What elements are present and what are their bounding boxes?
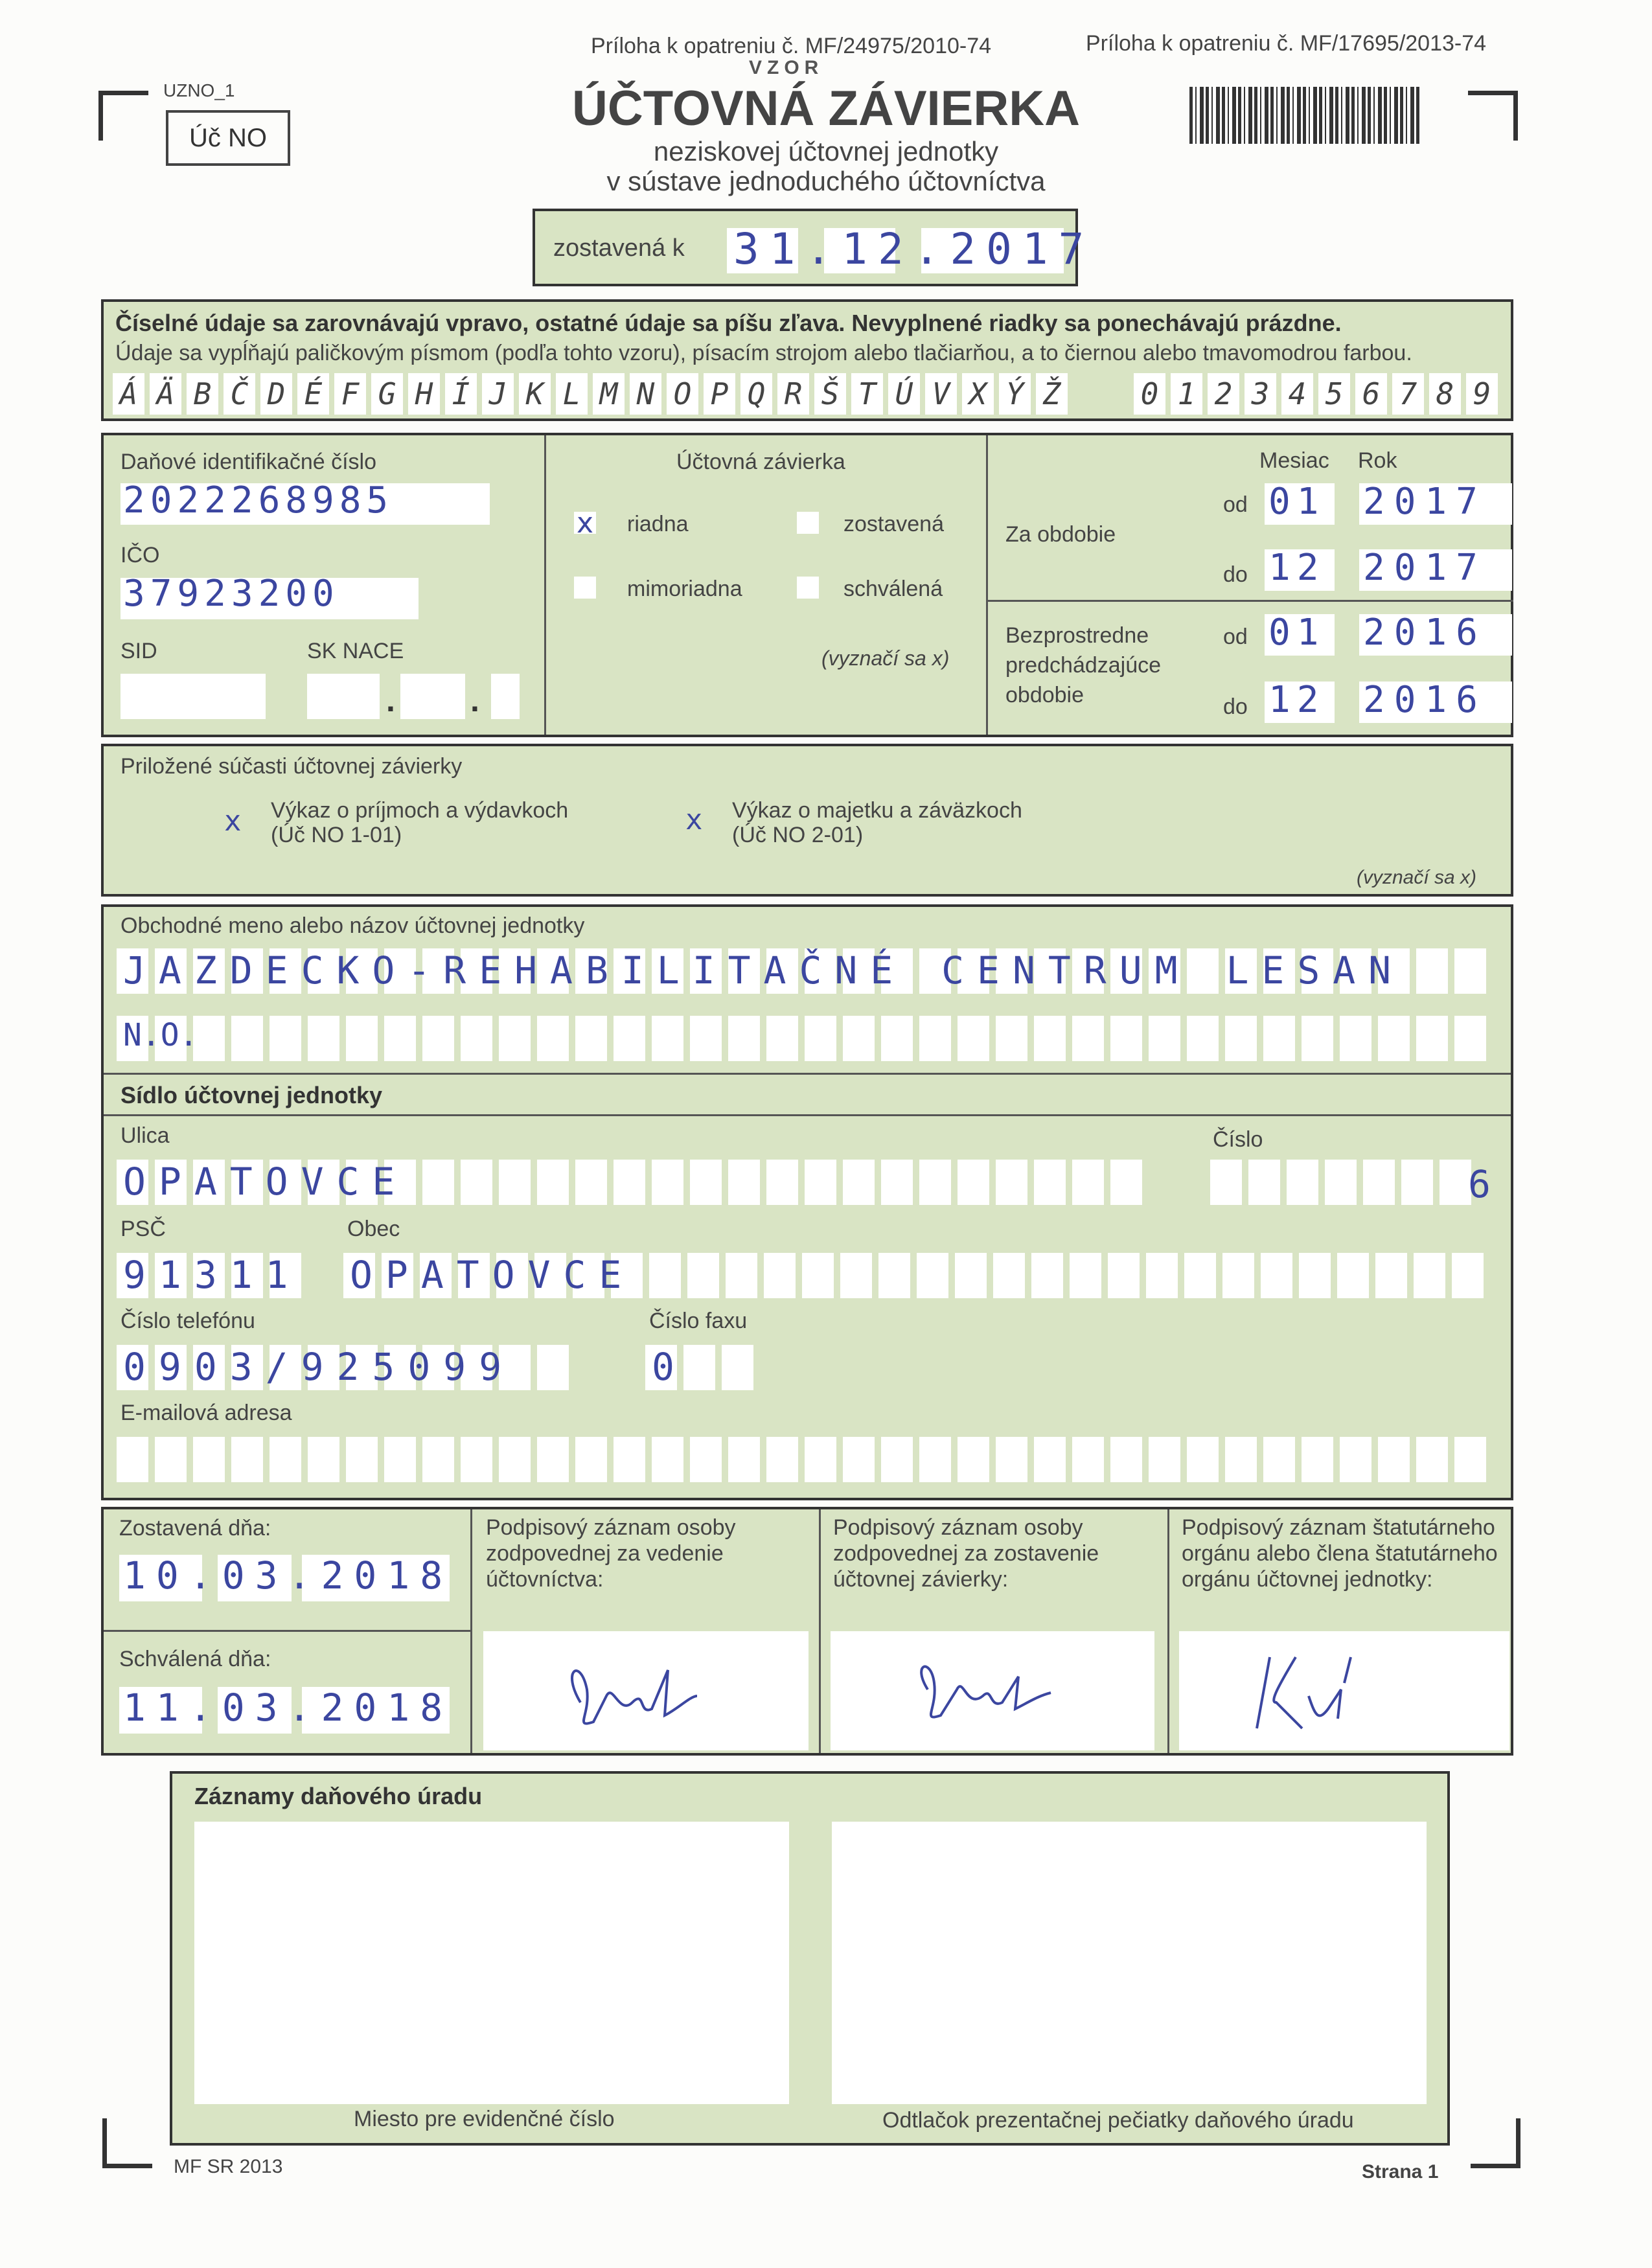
mimoriadna-checkbox[interactable] [574,577,596,599]
sample-char: Š [814,373,846,415]
sample-char: Ú [888,373,920,415]
input-cell[interactable] [1452,1253,1484,1298]
input-cell[interactable] [1187,1437,1219,1482]
prev-period-label-1: Bezprostredne [1005,623,1149,648]
instructions-line-2: Údaje sa vypĺňajú paličkovým písmom (podľa tohto vzoru), písacím strojom alebo tlačiarňou, a to čiernou alebo tmavomodrou farbou. [115,341,1412,365]
sknace-field-3[interactable] [491,674,520,719]
footer-left: MF SR 2013 [174,2156,283,2177]
sig3-area[interactable] [1179,1631,1509,1750]
sample-char: 5 [1318,373,1350,415]
input-cell[interactable] [917,1253,948,1298]
sid-field[interactable] [120,674,266,719]
sig1-label: Podpisový záznam osoby zodpovednej za vedenie účtovníctva: [486,1515,736,1592]
sknace-field-2[interactable] [400,674,465,719]
input-cell[interactable] [1110,1016,1142,1061]
sample-char: 7 [1392,373,1424,415]
phone-value[interactable]: 0903/925099 [123,1345,515,1389]
input-cell[interactable] [461,1016,492,1061]
input-cell[interactable] [840,1253,872,1298]
sknace-label: SK NACE [307,639,404,663]
sknace-field-1[interactable] [307,674,380,719]
period-from-month[interactable]: 01 [1268,481,1325,523]
input-cell[interactable] [1184,1253,1216,1298]
input-cell[interactable] [881,1437,913,1482]
sample-char: É [297,373,329,415]
input-cell[interactable] [919,1437,951,1482]
input-cell[interactable] [843,1437,875,1482]
input-cell[interactable] [1337,1253,1369,1298]
attachment-2-line-1: Výkaz o majetku a záväzkoch [732,798,1022,823]
input-cell[interactable] [1034,1016,1066,1061]
input-cell[interactable] [308,1437,339,1482]
input-cell[interactable] [958,1160,989,1205]
period-label: Za obdobie [1005,522,1116,547]
evidence-number-caption: Miesto pre evidenčné číslo [354,2107,615,2131]
statement-label: Účtovná závierka [676,450,845,474]
input-cell[interactable] [1210,1160,1242,1205]
ico-label: IČO [120,543,160,567]
input-cell[interactable] [1416,948,1448,994]
input-cell[interactable] [764,1253,796,1298]
page-subtitle-2: v sústave jednoduchého účtovníctva [606,166,1046,196]
input-cell[interactable] [726,1253,757,1298]
input-cell[interactable] [805,1437,836,1482]
sample-char: R [777,373,809,415]
sid-label: SID [120,639,157,663]
input-cell[interactable] [1416,1016,1448,1061]
compiled-on-value[interactable]: 10.03.2018 [123,1553,453,1598]
sample-char: 8 [1429,373,1461,415]
input-cell[interactable] [881,1160,913,1205]
input-cell[interactable] [1225,1437,1257,1482]
input-cell[interactable] [1070,1253,1101,1298]
stamp-area[interactable] [832,1822,1427,2104]
city-value[interactable]: OPATOVCE [350,1253,635,1297]
input-cell[interactable] [993,1253,1025,1298]
input-cell[interactable] [805,1016,836,1061]
tax-office-panel [170,1771,1450,2146]
attachment-2-line-2: (Úč NO 2-01) [732,823,864,847]
input-cell[interactable] [384,1016,416,1061]
input-cell[interactable] [958,1016,989,1061]
input-cell[interactable] [1261,1253,1292,1298]
instructions-panel [101,299,1513,421]
sample-char: N [630,373,661,415]
input-cell[interactable] [537,1016,569,1061]
input-cell[interactable] [537,1437,569,1482]
sig1-signature [483,1631,809,1750]
sig3-label: Podpisový záznam štatutárneho orgánu alebo člena štatutárneho orgánu účtovnej jednotky: [1182,1515,1498,1592]
attachment-1-line-1: Výkaz o príjmoch a výdavkoch [271,798,569,823]
input-cell[interactable] [575,1437,607,1482]
corner-mark-bottom-right [1471,2118,1520,2168]
input-cell[interactable] [270,1437,301,1482]
number-cells [1210,1160,1478,1205]
sample-char: P [704,373,735,415]
input-cell[interactable] [1110,1437,1142,1482]
input-cell[interactable] [649,1253,681,1298]
attachment-1-mark[interactable]: x [224,805,242,838]
attachments-hint: (vyznačí sa x) [1357,867,1477,888]
sample-char: 6 [1355,373,1387,415]
input-cell[interactable] [1375,1253,1407,1298]
email-cells [117,1437,1493,1482]
input-cell[interactable] [1222,1253,1254,1298]
input-cell[interactable] [1440,1160,1471,1205]
page-subtitle-1: neziskovej účtovnej jednotky [653,136,999,166]
sample-char: 1 [1171,373,1202,415]
input-cell[interactable] [843,1016,875,1061]
approved-on-label: Schválená dňa: [119,1647,271,1671]
sample-char: Č [224,373,255,415]
input-cell[interactable] [1454,1437,1486,1482]
entity-name-line-1[interactable]: JAZDECKO-REHABILITAČNÉ CENTRUM LESAN [123,948,1405,992]
prev-period-label-3: obdobie [1005,683,1084,707]
input-cell[interactable] [1149,1437,1180,1482]
sample-char: T [851,373,883,415]
input-cell[interactable] [614,1437,645,1482]
input-cell[interactable] [537,1345,569,1390]
input-cell[interactable] [1187,1016,1219,1061]
instructions-line-1: Číselné údaje sa zarovnávajú vpravo, ostatné údaje sa píšu zľava. Nevyplnené riadky sa ponechávajú prázdne. [115,310,1342,336]
input-cell[interactable] [1072,1016,1104,1061]
period-od-label: od [1223,492,1248,517]
sample-char: 9 [1466,373,1498,415]
input-cell[interactable] [996,1437,1027,1482]
compiled-to-label: zostavená k [553,235,685,262]
seat-label: Sídlo účtovnej jednotky [120,1082,383,1108]
input-cell[interactable] [1378,1016,1410,1061]
sig1-area[interactable] [483,1631,809,1750]
input-cell[interactable] [422,1016,454,1061]
riadna-label: riadna [627,512,689,536]
entity-name-line-2[interactable]: N.O. [123,1017,198,1053]
attachments-label: Priložené súčasti účtovnej závierky [120,754,463,779]
input-cell[interactable] [766,1160,798,1205]
input-cell[interactable] [690,1160,722,1205]
input-cell[interactable] [231,1437,263,1482]
input-cell[interactable] [461,1160,492,1205]
input-cell[interactable] [308,1016,339,1061]
evidence-number-area[interactable] [194,1822,789,2104]
ico-value[interactable]: 37923200 [123,573,339,615]
input-cell[interactable] [1302,1016,1333,1061]
year-label: Rok [1358,448,1397,473]
statement-hint: (vyznačí sa x) [821,647,950,670]
input-cell[interactable] [728,1016,760,1061]
input-cell[interactable] [231,1016,263,1061]
input-cell[interactable] [384,1437,416,1482]
riadna-checkbox[interactable]: x [574,512,596,534]
input-cell[interactable] [193,1437,225,1482]
input-cell[interactable] [919,1160,951,1205]
input-cell[interactable] [499,1160,531,1205]
input-cell[interactable] [690,1437,722,1482]
sample-char: Í [445,373,477,415]
sample-digits-row [1134,373,1503,415]
input-cell[interactable] [683,1345,715,1390]
input-cell[interactable] [878,1253,910,1298]
fax-value[interactable]: 0 [652,1345,674,1389]
sample-char: 4 [1281,373,1313,415]
month-label: Mesiac [1259,448,1329,473]
period-to-month[interactable]: 12 [1268,547,1325,589]
input-cell[interactable] [958,1437,989,1482]
sample-char: Q [740,373,772,415]
input-cell[interactable] [955,1253,987,1298]
schvalena-label: schválená [843,577,943,601]
input-cell[interactable] [690,1016,722,1061]
sample-char: 3 [1245,373,1276,415]
sample-char: K [519,373,551,415]
sample-char: F [334,373,366,415]
input-cell[interactable] [1287,1160,1318,1205]
input-cell[interactable] [1340,1016,1371,1061]
period-from-year[interactable]: 2017 [1363,481,1487,523]
signatures-panel [101,1507,1513,1756]
prev-to-month[interactable]: 12 [1268,679,1325,721]
input-cell[interactable] [687,1253,719,1298]
input-cell[interactable] [728,1160,760,1205]
dic-label: Daňové identifikačné číslo [120,450,377,474]
input-cell[interactable] [270,1016,301,1061]
input-cell[interactable] [575,1016,607,1061]
input-cell[interactable] [1034,1160,1066,1205]
input-cell[interactable] [1401,1160,1433,1205]
sample-char: O [667,373,698,415]
sample-char: Á [113,373,144,415]
sample-char: V [925,373,957,415]
input-cell[interactable] [1299,1253,1331,1298]
input-cell[interactable] [1340,1437,1371,1482]
prev-do-label: do [1223,694,1248,719]
sig2-area[interactable] [831,1631,1154,1750]
input-cell[interactable] [805,1160,836,1205]
input-cell[interactable] [346,1016,378,1061]
psc-label: PSČ [120,1217,166,1241]
sig2-signature [831,1631,1154,1750]
input-cell[interactable] [1454,1016,1486,1061]
city-label: Obec [347,1217,400,1241]
input-cell[interactable] [1263,1016,1295,1061]
psc-value[interactable]: 91311 [123,1253,301,1297]
sample-char: Ä [150,373,181,415]
input-cell[interactable] [1110,1160,1142,1205]
sample-char: Ý [999,373,1031,415]
period-do-label: do [1223,562,1248,587]
sample-char: J [482,373,514,415]
input-cell[interactable] [1325,1160,1357,1205]
input-cell[interactable] [1263,1437,1295,1482]
annex-text-1: Príloha k opatreniu č. MF/24975/2010-74 [591,34,992,58]
sample-letters-row [113,373,1073,415]
input-cell[interactable] [1302,1437,1333,1482]
input-cell[interactable] [422,1160,454,1205]
input-cell[interactable] [722,1345,753,1390]
tax-office-title: Záznamy daňového úradu [194,1783,483,1809]
input-cell[interactable] [614,1160,645,1205]
input-cell[interactable] [1146,1253,1178,1298]
prev-od-label: od [1223,624,1248,649]
input-cell[interactable] [1108,1253,1140,1298]
sample-char: D [260,373,292,415]
input-cell[interactable] [1149,1016,1180,1061]
input-cell[interactable] [652,1160,683,1205]
input-cell[interactable] [499,1016,531,1061]
corner-mark-bottom-left [102,2118,152,2168]
sample-char: L [556,373,588,415]
street-label: Ulica [120,1123,170,1148]
entity-panel [101,904,1513,1500]
input-cell[interactable] [728,1437,760,1482]
zostavena-checkbox[interactable] [797,512,819,534]
attachments-panel [101,744,1513,897]
input-cell[interactable] [881,1016,913,1061]
sig2-label: Podpisový záznam osoby zodpovednej za zostavenie účtovnej závierky: [833,1515,1099,1592]
form-short-label: Úč NO [189,123,267,152]
entity-name-label: Obchodné meno alebo názov účtovnej jednotky [120,913,585,938]
sample-char: G [371,373,403,415]
fax-label: Číslo faxu [649,1309,748,1333]
schvalena-checkbox[interactable] [797,577,819,599]
prev-from-month[interactable]: 01 [1268,612,1325,654]
input-cell[interactable] [1414,1253,1445,1298]
entity-name-cells-2 [117,1016,1493,1061]
input-cell[interactable] [1225,1016,1257,1061]
sample-char: X [962,373,994,415]
phone-label: Číslo telefónu [120,1309,255,1333]
input-cell[interactable] [843,1160,875,1205]
sig3-signature [1179,1631,1509,1750]
input-cell[interactable] [155,1437,187,1482]
street-value[interactable]: OPATOVCE [123,1160,408,1204]
number-value[interactable]: 6 [1468,1162,1491,1206]
footer-page: Strana 1 [1362,2161,1439,2182]
compiled-to-box [533,209,1095,286]
compiled-on-label: Zostavená dňa: [119,1516,271,1541]
input-cell[interactable] [802,1253,834,1298]
sample-char: 0 [1134,373,1165,415]
input-cell[interactable] [1454,948,1486,994]
mimoriadna-label: mimoriadna [627,577,742,601]
input-cell[interactable] [766,1016,798,1061]
input-cell[interactable] [575,1160,607,1205]
sample-char: Ž [1036,373,1068,415]
form-code: UZNO_1 [163,80,235,100]
input-cell[interactable] [1363,1160,1395,1205]
email-label: E-mailová adresa [120,1401,292,1425]
input-cell[interactable] [766,1437,798,1482]
input-cell[interactable] [422,1437,454,1482]
prev-period-label-2: predchádzajúce [1005,653,1162,678]
sample-char: 2 [1208,373,1239,415]
period-to-year[interactable]: 2017 [1363,547,1487,589]
sample-label: VZOR [749,57,824,78]
sample-char: H [408,373,440,415]
input-cell[interactable] [346,1437,378,1482]
input-cell[interactable] [652,1016,683,1061]
page-title: ÚČTOVNÁ ZÁVIERKA [572,81,1080,136]
dic-value[interactable]: 2022268985 [123,479,394,521]
input-cell[interactable] [652,1437,683,1482]
input-cell[interactable] [1072,1437,1104,1482]
approved-on-value[interactable]: 11.03.2018 [123,1686,453,1730]
input-cell[interactable] [996,1016,1027,1061]
attachment-1-line-2: (Úč NO 1-01) [271,823,402,847]
input-cell[interactable] [1034,1437,1066,1482]
input-cell[interactable] [996,1160,1027,1205]
input-cell[interactable] [117,1437,148,1482]
prev-to-year[interactable]: 2016 [1363,679,1487,721]
sample-char: M [593,373,625,415]
input-cell[interactable] [614,1016,645,1061]
identification-panel: Daňové identifikačné číslo 2022268985 IČO 37923200 SID SK NACE . . Účtovná závierka x riadna zostavená mimoriadna schválená (vyznačí sa x) Mesiac Rok Za obdobie od do 01 2017 12 2017 Bezprostredne predchádzajúce obdobie od do 01 2016 12 2016 [101,433,1513,737]
input-cell[interactable] [919,1016,951,1061]
input-cell[interactable] [1248,1160,1280,1205]
input-cell[interactable] [461,1437,492,1482]
input-cell[interactable] [1031,1253,1063,1298]
number-label: Číslo [1213,1127,1263,1152]
input-cell[interactable] [537,1160,569,1205]
annex-text-2: Príloha k opatreniu č. MF/17695/2013-74 [1086,31,1487,56]
input-cell[interactable] [499,1437,531,1482]
compiled-to-value[interactable]: 31.12.2017 [733,224,1095,274]
zostavena-label: zostavená [843,512,944,536]
attachment-2-mark[interactable]: x [685,803,703,836]
input-cell[interactable] [1378,1437,1410,1482]
stamp-caption: Odtlačok prezentačnej pečiatky daňového úradu [882,2108,1354,2133]
prev-from-year[interactable]: 2016 [1363,612,1487,654]
input-cell[interactable] [1072,1160,1104,1205]
input-cell[interactable] [1416,1437,1448,1482]
sample-char: B [187,373,218,415]
